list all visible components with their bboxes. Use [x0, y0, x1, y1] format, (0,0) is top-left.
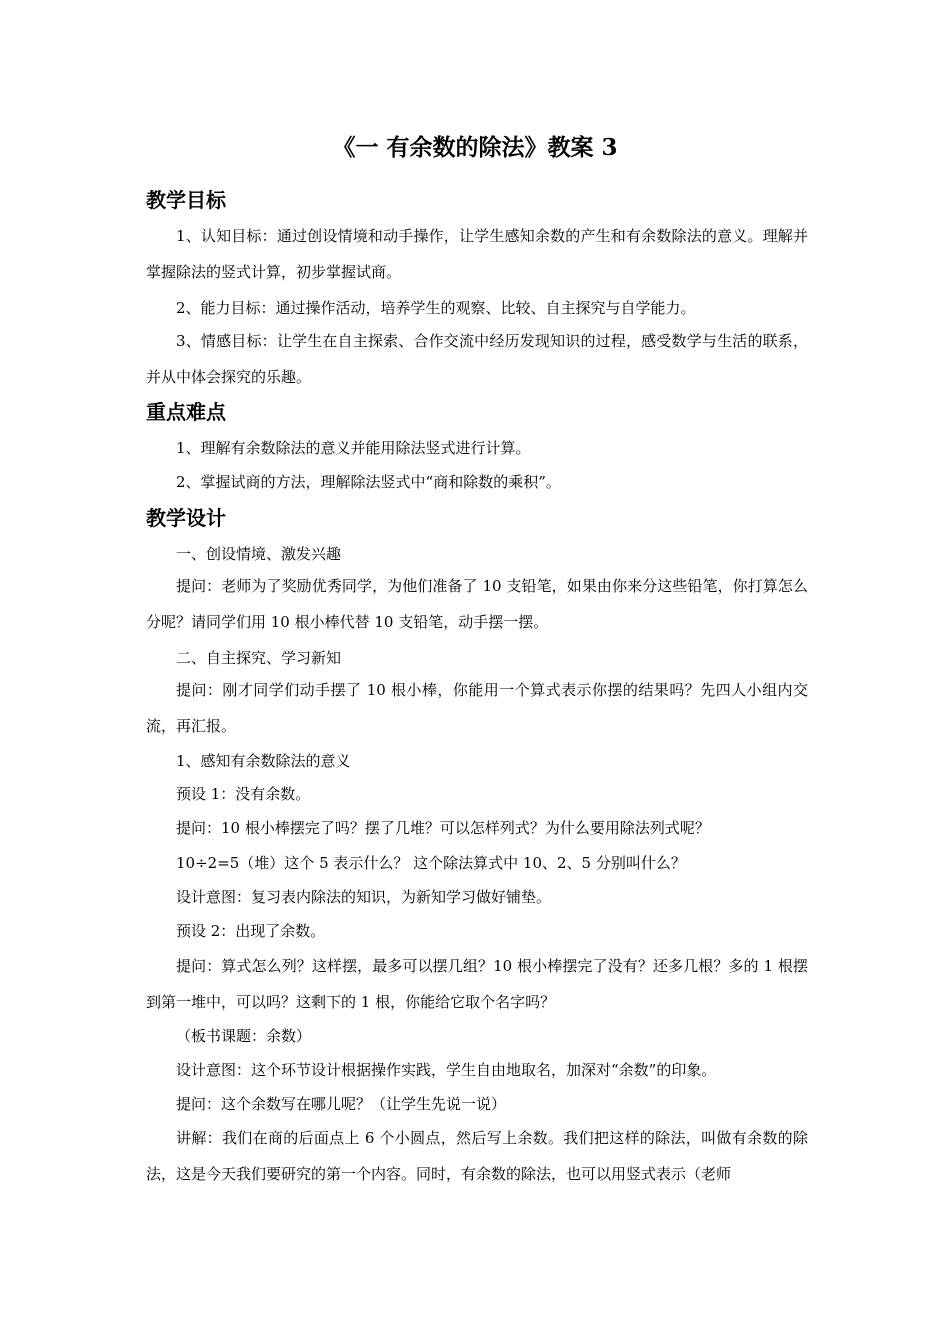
paragraph-design-4: 提问：刚才同学们动手摆了 10 根小棒，你能用一个算式表示你摆的结果吗？先四人小组内交流，再汇报。: [146, 681, 808, 735]
section-heading-design: 教学设计: [146, 506, 226, 530]
paragraph-design-11: 提问：算式怎么列？这样摆，最多可以摆几组？10 根小棒摆完了没有？还多几根？多的 1 根摆到第一堆中，可以吗？这剩下的 1 根，你能给它取个名字吗？: [146, 957, 808, 1011]
paragraph-design-3: 二、自主探究、学习新知: [176, 649, 342, 667]
paragraph-key-1: 1、理解有余数除法的意义并能用除法竖式进行计算。: [176, 439, 531, 457]
paragraph-design-15: 讲解：我们在商的后面点上 6 个小圆点，然后写上余数。我们把这样的除法，叫做有余数的除法，这是今天我们要研究的第一个内容。同时，有余数的除法，也可以用竖式表示（老师: [146, 1129, 808, 1183]
document-title: 《一 有余数的除法》教案 3: [332, 134, 618, 161]
paragraph-design-5: 1、感知有余数除法的意义: [176, 752, 351, 770]
section-heading-key-points: 重点难点: [146, 400, 226, 424]
paragraph-design-12: （板书课题：余数）: [176, 1027, 312, 1045]
paragraph-design-10: 预设 2：出现了余数。: [176, 922, 326, 940]
paragraph-design-2: 提问：老师为了奖励优秀同学，为他们准备了 10 支铅笔，如果由你来分这些铅笔，你打算怎么分呢？请同学们用 10 根小棒代替 10 支铅笔，动手摆一摆。: [146, 577, 808, 631]
paragraph-design-7: 提问：10 根小棒摆完了吗？摆了几堆？可以怎样列式？为什么要用除法列式呢？: [176, 819, 710, 837]
section-heading-goals: 教学目标: [146, 188, 226, 212]
paragraph-goal-2: 2、能力目标：通过操作活动，培养学生的观察、比较、自主探究与自学能力。: [176, 299, 696, 317]
paragraph-design-6: 预设 1：没有余数。: [176, 785, 311, 803]
paragraph-design-1: 一、创设情境、激发兴趣: [176, 545, 342, 563]
paragraph-goal-1: 1、认知目标：通过创设情境和动手操作，让学生感知余数的产生和有余数除法的意义。理解并掌握除法的竖式计算，初步掌握试商。: [146, 227, 808, 281]
paragraph-design-13: 设计意图：这个环节设计根据操作实践，学生自由地取名，加深对“余数”的印象。: [176, 1061, 717, 1079]
paragraph-design-9: 设计意图：复习表内除法的知识，为新知学习做好铺垫。: [176, 888, 552, 906]
paragraph-design-8: 10÷2=5（堆）这个 5 表示什么？ 这个除法算式中 10、2、5 分别叫什么？: [176, 854, 686, 872]
paragraph-key-2: 2、掌握试商的方法，理解除法竖式中“商和除数的乘积”。: [176, 473, 561, 491]
paragraph-goal-3: 3、情感目标：让学生在自主探索、合作交流中经历发现知识的过程，感受数学与生活的联系，并从中体会探究的乐趣。: [146, 332, 808, 386]
paragraph-design-14: 提问：这个余数写在哪儿呢？（让学生先说一说）: [176, 1095, 507, 1113]
